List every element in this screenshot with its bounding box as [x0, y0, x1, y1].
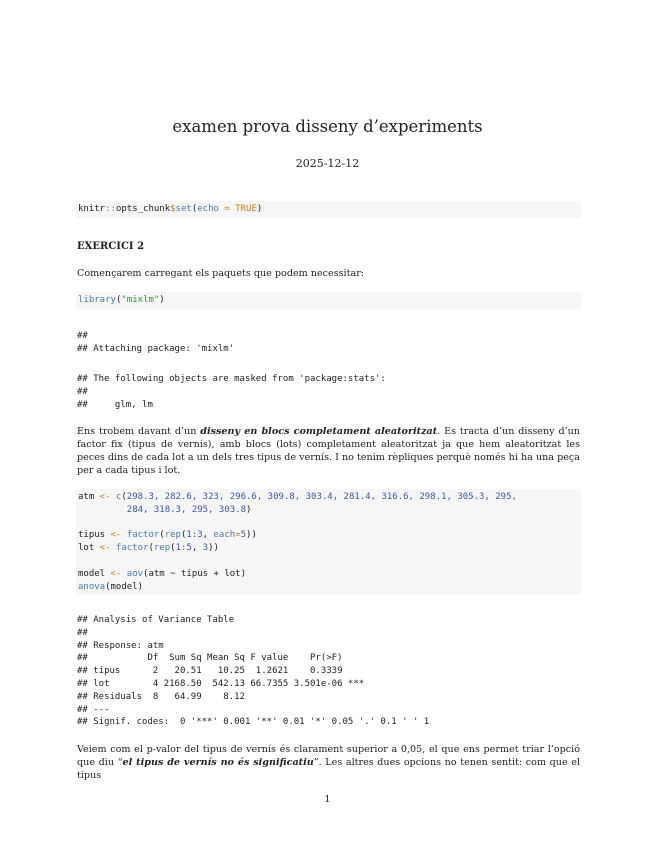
- output-line: ## lot 4 2168.50 542.13 66.7355 3.501e-06 ***: [77, 678, 365, 689]
- code-token: (: [191, 204, 198, 214]
- code-token: each: [213, 530, 236, 541]
- output-anova: [77, 614, 582, 729]
- code-token: 1:3: [186, 530, 203, 541]
- code-token: atm: [78, 492, 95, 502]
- design-paragraph: [77, 426, 580, 478]
- output-line: ## ---: [77, 704, 110, 715]
- code-token: library: [78, 295, 116, 305]
- output-attach: [77, 330, 582, 356]
- code-token: 5: [240, 530, 247, 541]
- output-line: ## glm, lm: [77, 399, 153, 410]
- paragraph-text: . Es tracta d’un disseny d’un factor fix (tipus de vernís), amb blocs (lots) completament aleatoritzat ja que hem aleatoritzat les peces dins de cada lot a un dels tres tipus de vernís. I no tenim rèpliques perquè només hi ha una peça per a cada tipus i lot.: [77, 426, 580, 476]
- code-token: <-: [105, 530, 127, 541]
- emphasis-text: el tipus de vernís no és significatiu: [122, 756, 314, 768]
- code-token: (: [115, 295, 122, 305]
- code-token: <-: [94, 492, 116, 502]
- paragraph-text: Ens trobem davant d’un: [77, 426, 201, 437]
- output-line: ## tipus 2 20.51 10.25 1.2621 0.3339: [77, 666, 343, 677]
- code-token: factor: [126, 530, 160, 541]
- code-token: 284, 318.3, 295, 303.8: [126, 504, 246, 515]
- code-chunk-model: atm <- c(298.3, 282.6, 323, 296.6, 309.8, 303.4, 281.4, 316.6, 298.1, 305.3, 295, 284, 318.3, 295, 303.8) tipus <- factor(rep(1:3, each=5)) lot <- factor(rep(1:5, 3)) model <- aov(atm ~ tipus + lot) anova(model): [76, 489, 581, 595]
- output-line: ## Signif. codes: 0 '***' 0.001 '**' 0.01 '*' 0.05 '.' 0.1 ' ' 1: [77, 717, 430, 728]
- code-token: ): [159, 295, 165, 305]
- output-masked: [77, 373, 582, 411]
- code-token: 1:5: [175, 543, 192, 554]
- code-token: 298.3, 282.6, 323, 296.6, 309.8, 303.4, 281.4, 316.6, 298.1, 305.3, 295,: [126, 492, 517, 502]
- code-token: anova: [78, 581, 106, 592]
- code-chunk-library: [76, 292, 581, 309]
- output-line: ## Attaching package: 'mixlm': [77, 343, 235, 354]
- code-token: rep: [164, 530, 181, 541]
- emphasis-text: disseny en blocs completament aleatoritzat: [200, 426, 438, 437]
- document-date: 2025-12-12: [295, 157, 360, 170]
- code-token: atm ~ tipus + lot: [148, 568, 241, 579]
- code-token: ): [256, 204, 263, 214]
- output-line: ##: [77, 627, 88, 638]
- output-line: ## Df Sum Sq Mean Sq F value Pr(>F): [77, 653, 343, 664]
- code-token: c: [115, 492, 122, 502]
- output-line: ## The following objects are masked from 'package:stats':: [77, 374, 386, 384]
- code-token: set: [175, 204, 192, 214]
- code-token: <-: [105, 568, 127, 579]
- code-token: model: [78, 568, 106, 579]
- code-token: <-: [94, 543, 116, 554]
- paragraph-text: Veiem com el p-valor del tipus de vernís és clarament superior a 0,05, el que ens permet triar l’opció que diu “: [77, 744, 580, 768]
- code-token: rep: [153, 543, 171, 554]
- document-title: examen prova disseny d’experiments: [172, 117, 483, 136]
- intro-paragraph: Començarem carregant els paquets que podem necessitar:: [77, 268, 365, 279]
- code-token: 3: [202, 543, 209, 554]
- code-token: =: [218, 204, 236, 214]
- code-token: ::: [105, 204, 116, 214]
- code-token: "mixlm": [121, 295, 160, 305]
- code-token: lot: [78, 543, 95, 554]
- code-token: TRUE: [235, 204, 257, 214]
- output-line: ## Residuals 8 64.99 8.12: [77, 691, 245, 702]
- code-token: echo: [197, 204, 219, 214]
- code-token: factor: [115, 543, 149, 554]
- code-token: opts_chunk: [115, 204, 171, 214]
- code-token: tipus: [78, 530, 106, 541]
- output-line: ## Analysis of Variance Table: [77, 615, 235, 625]
- section-heading: EXERCICI 2: [77, 241, 145, 252]
- conclusion-paragraph: [77, 744, 580, 783]
- code-token: aov: [126, 568, 144, 579]
- code-token: model: [110, 581, 138, 592]
- code-token: $: [170, 204, 176, 214]
- code-token: knitr: [78, 204, 106, 214]
- output-line: ## Response: atm: [77, 640, 164, 651]
- paragraph-text: ”. Les altres dues opcions no tenen sentit: com que el tipus: [77, 756, 581, 781]
- code-chunk-setup: [76, 201, 581, 218]
- page-number: 1: [324, 794, 331, 805]
- output-line: ##: [77, 331, 88, 341]
- output-line: ##: [77, 386, 88, 397]
